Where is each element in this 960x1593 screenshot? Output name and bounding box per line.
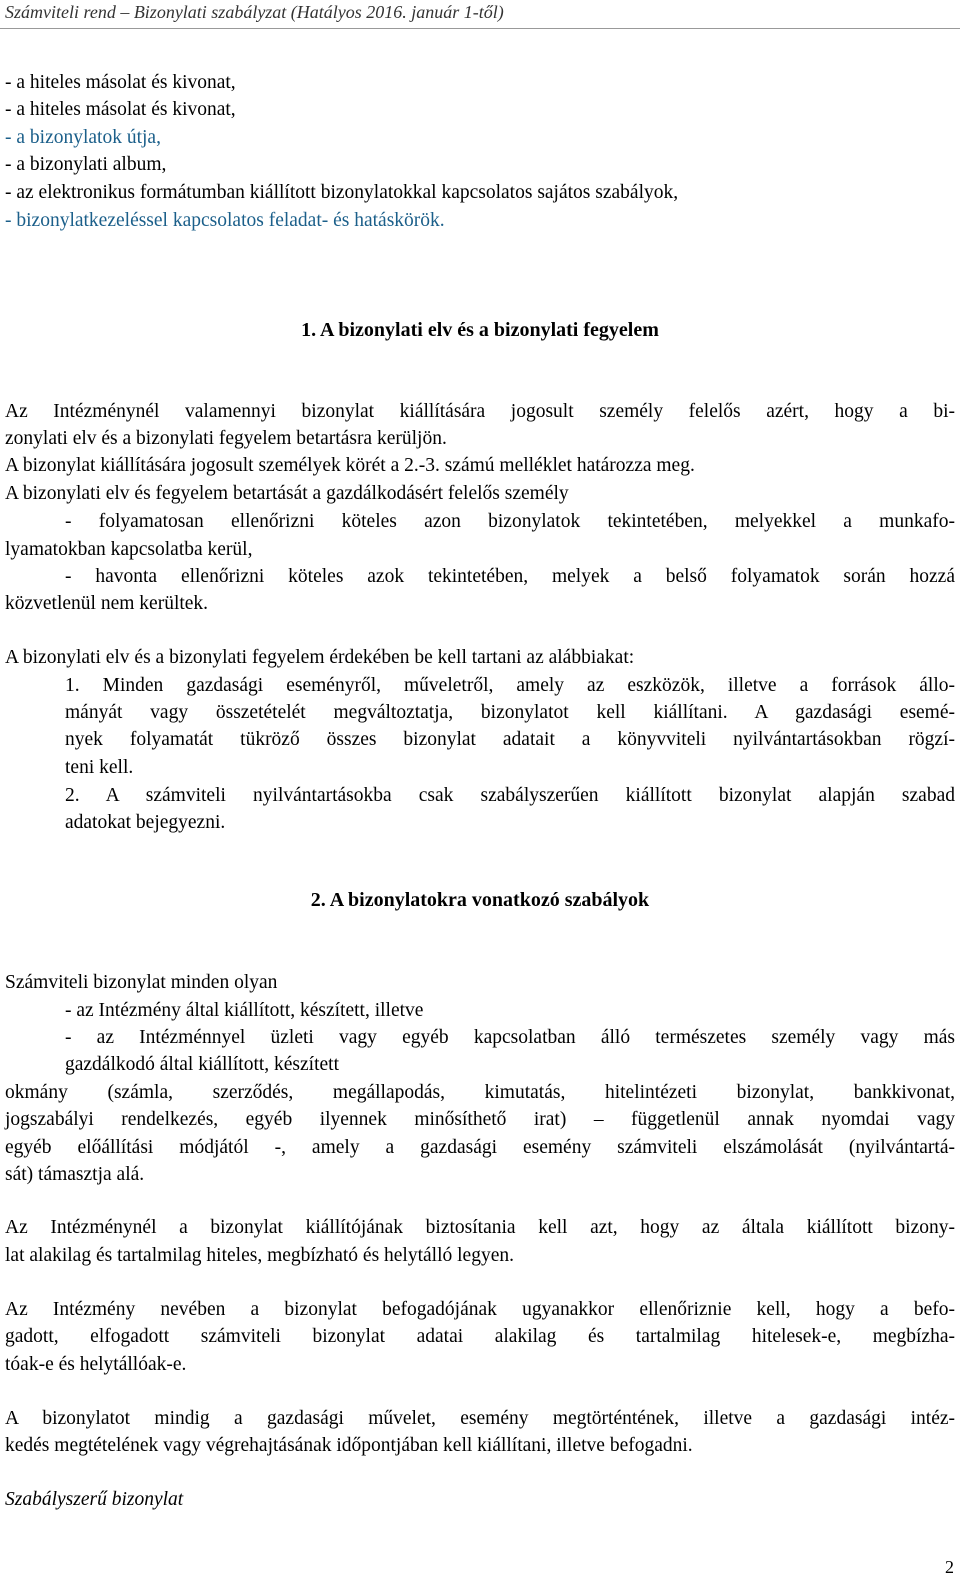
header-divider [0,28,960,29]
paragraph-line: A bizonylat kiállítására jogosult személyek körét a 2.-3. számú melléklet határozza meg. [5,455,695,476]
paragraph-line: lat alakilag és tartalmilag hiteles, megbízható és helytálló legyen. [5,1245,514,1266]
paragraph-line: zonylati elv és a bizonylati fegyelem betartásra kerüljön. [5,428,447,449]
paragraph-line: A bizonylati elv és a bizonylati fegyelem érdekében be kell tartani az alábbiakat: [5,647,635,668]
paragraph-line: okmány (számla, szerződés, megállapodás, kimutatás, hitelintézeti bizonylat, bankkivonat, [5,1082,955,1103]
numbered-line: mányát vagy összetételét megváltoztatja, bizonylatot kell kiállítani. A gazdasági esemé- [65,702,955,723]
list-item: - a bizonylati album, [5,154,167,175]
numbered-line: 1. Minden gazdasági eseményről, műveletről, amely az eszközök, illetve a források állo- [65,675,955,696]
numbered-line: adatokat bejegyezni. [65,812,226,833]
paragraph-line: kedés megtételének vagy végrehajtásának időpontjában kell kiállítani, illetve befogadni. [5,1435,693,1456]
list-item: - a hiteles másolat és kivonat, [5,72,236,93]
dash-line: - az Intézmény által kiállított, készített, illetve [65,1000,424,1021]
page-number: 2 [945,1557,954,1577]
dash-line: - az Intézménnyel üzleti vagy egyéb kapcsolatban álló természetes személy vagy más [65,1027,955,1048]
paragraph-line: egyéb előállítási módjától -, amely a gazdasági esemény számviteli elszámolását (nyilvántartá- [5,1137,955,1158]
paragraph-line: Számviteli bizonylat minden olyan [5,972,278,993]
subheading: Szabályszerű bizonylat [5,1489,184,1510]
bullet-line: közvetlenül nem kerültek. [5,593,209,614]
paragraph-line: jogszabályi rendelkezés, egyéb ilyennek minősíthető irat) – függetlenül annak nyomdai vagy [5,1109,955,1130]
paragraph-line: Az Intézménynél valamennyi bizonylat kiállítására jogosult személy felelős azért, hogy a bi- [5,401,955,422]
paragraph-line: sát) támasztja alá. [5,1164,145,1185]
numbered-line: 2. A számviteli nyilvántartásokba csak szabályszerűen kiállított bizonylat alapján szabad [65,785,955,806]
bullet-line: - havonta ellenőrizni köteles azok tekintetében, melyek a belső folyamatok során hozzá [65,566,955,587]
list-item: - az elektronikus formátumban kiállított bizonylatokkal kapcsolatos sajátos szabályok, [5,182,679,203]
section-heading-1: 1. A bizonylati elv és a bizonylati fegyelem [301,319,659,341]
paragraph-line: gadott, elfogadott számviteli bizonylat adatai alakilag és tartalmilag hitelesek-e, megbízha- [5,1326,955,1347]
paragraph-line: Az Intézmény nevében a bizonylat befogadójának ugyanakkor ellenőriznie kell, hogy a befo- [5,1299,955,1320]
bullet-line: - folyamatosan ellenőrizni köteles azon bizonylatok tekintetében, melyekkel a munkafo- [65,511,955,532]
section-heading-2: 2. A bizonylatokra vonatkozó szabályok [310,889,650,911]
paragraph-line: tóak-e és helytállóak-e. [5,1354,187,1375]
paragraph-line: Az Intézménynél a bizonylat kiállítójának biztosítania kell azt, hogy az általa kiállított bizony- [5,1217,955,1238]
numbered-line: teni kell. [65,757,134,778]
paragraph-line: A bizonylatot mindig a gazdasági művelet, esemény megtörténtének, illetve a gazdasági intéz- [5,1408,955,1429]
list-item: - a bizonylatok útja, [5,127,161,148]
bullet-line: lyamatokban kapcsolatba kerül, [5,539,253,560]
list-item: - bizonylatkezeléssel kapcsolatos feladat- és hatáskörök. [5,210,445,231]
list-item: - a hiteles másolat és kivonat, [5,99,236,120]
dash-line: gazdálkodó által kiállított, készített [65,1054,339,1075]
numbered-line: nyek folyamatát tükröző összes bizonylat adatait a könyvviteli nyilvántartásokban rögzí- [65,729,955,750]
page-header: Számviteli rend – Bizonylati szabályzat (Hatályos 2016. január 1-től) [5,2,504,22]
paragraph-line: A bizonylati elv és fegyelem betartását a gazdálkodásért felelős személy [5,483,569,504]
